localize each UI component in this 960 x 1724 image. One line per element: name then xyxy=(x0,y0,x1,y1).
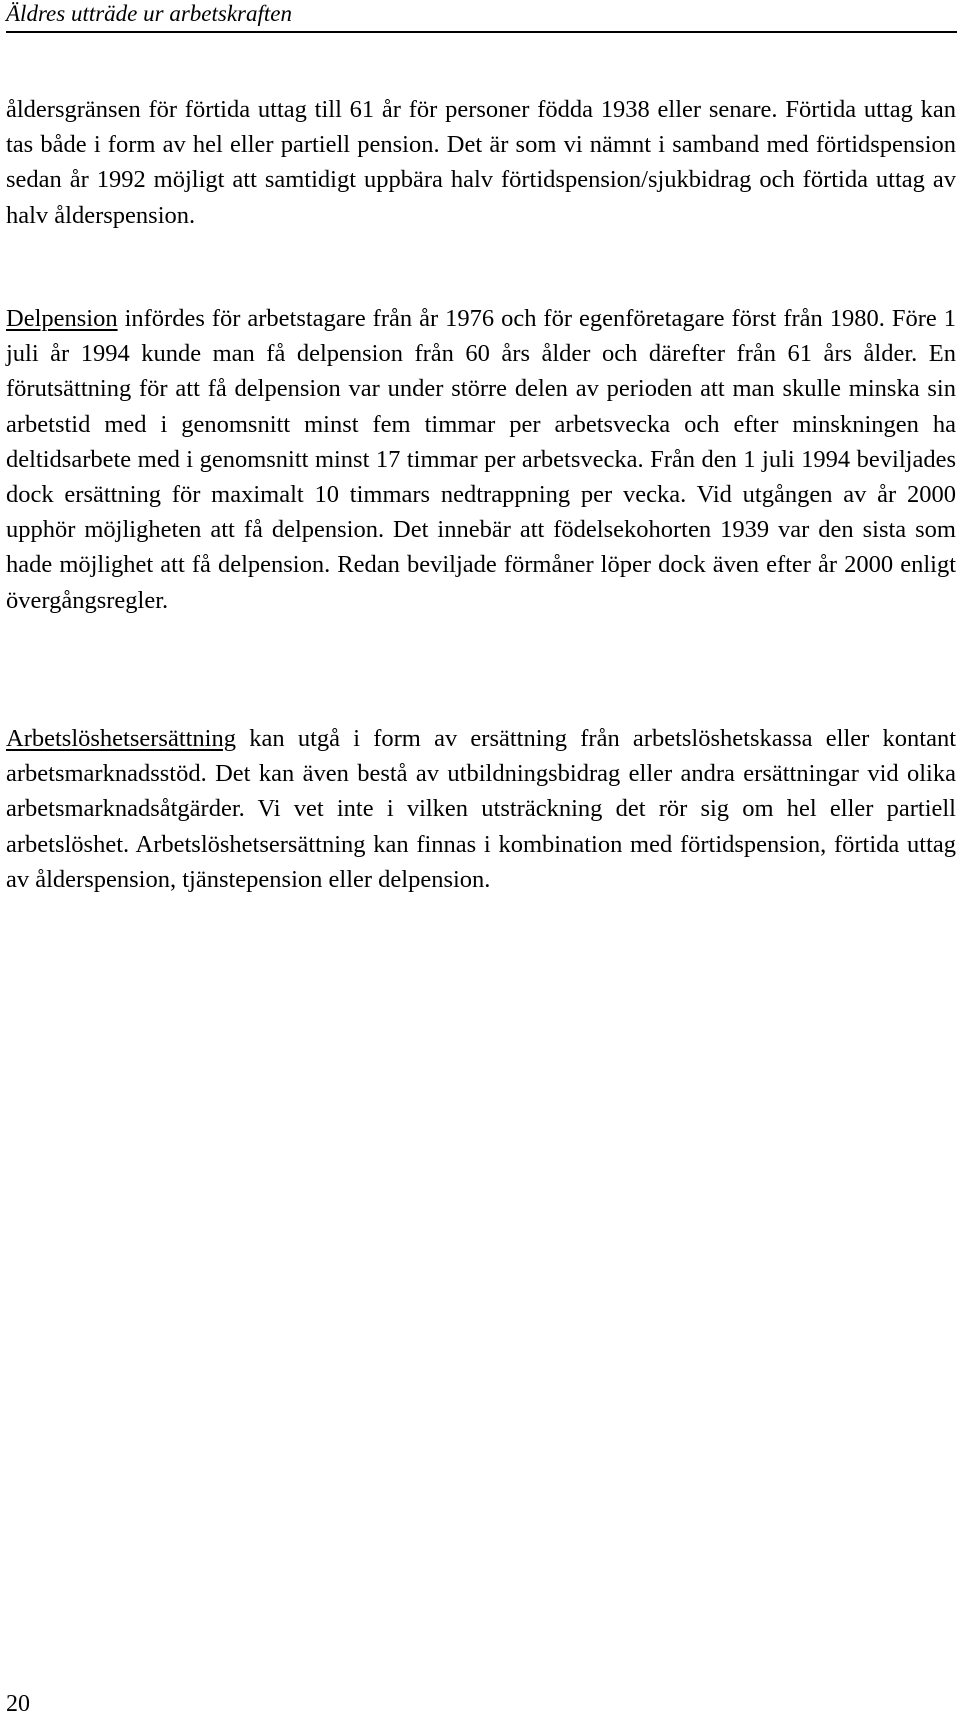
paragraph-text: åldersgränsen för förtida uttag till 61 år för personer födda 1938 eller senare. Förtida uttag kan tas både i form av hel eller partiell pension. Det är som vi nämnt i samband med förtidspension sedan år 1992 möjligt att samtidigt uppbära halv förtidspension/sjukbidrag och förtida uttag av halv ålderspension. xyxy=(6,96,956,229)
page-number: 20 xyxy=(6,1691,30,1717)
paragraph-text: infördes för arbetstagare från år 1976 och för egenföretagare först från 1980. Före 1 juli år 1994 kunde man få delpension från 60 års ålder och därefter från 61 års ålder. En förutsättning för att få delpension var under större delen av perioden att man skulle minska sin arbetstid med i genomsnitt minst fem timmar per arbetsvecka och efter minskningen ha deltidsarbete med i genomsnitt minst 17 timmar per arbetsvecka. Från den 1 juli 1994 beviljades dock ersättning för maximalt 10 timmars nedtrappning per vecka. Vid utgången av år 2000 upphör möjligheten att få delpension. Det innebär att födelsekohorten 1939 var den sista som hade möjlighet att få delpension. Redan beviljade förmåner löper dock även efter år 2000 enligt övergångsregler. xyxy=(6,305,956,614)
paragraph-pension-age xyxy=(6,92,956,233)
paragraph-text: kan utgå i form av ersättning från arbetslöshetskassa eller kontant arbetsmarknadsstöd. Det kan även bestå av utbildningsbidrag eller andra ersättningar vid olika arbetsmarknadsåtgärder. Vi vet inte i vilken utsträckning det rör sig om hel eller partiell arbetslöshet. Arbetslöshetsersättning kan finnas i kombination med förtidspension, förtida uttag av ålderspension, tjänstepension eller delpension. xyxy=(6,725,956,893)
running-header xyxy=(6,0,957,33)
paragraph-arbetsloshetsersattning xyxy=(6,721,956,897)
term-arbetsloshetsersattning: Arbetslöshetsersättning xyxy=(6,725,236,752)
term-delpension: Delpension xyxy=(6,305,118,332)
paragraph-delpension xyxy=(6,301,956,618)
running-header-title: Äldres utträde ur arbetskraften xyxy=(6,1,292,26)
